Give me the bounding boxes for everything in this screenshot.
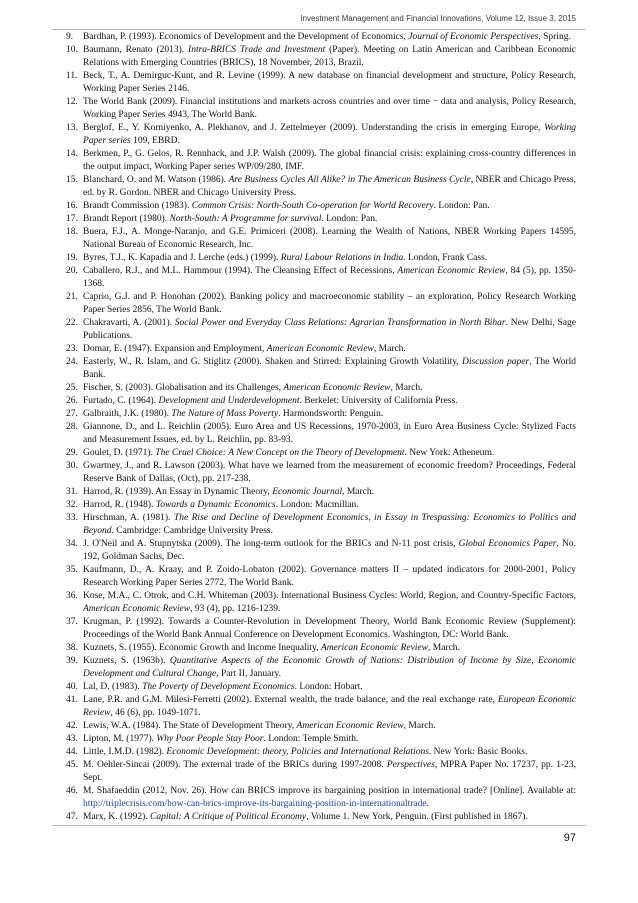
reference-item: [66, 226, 576, 252]
reference-text: Buera, F.J., A. Monge-Naranjo, and G.E. Primiceri (2008). Learning the Wealth of Nations, NBER Working Papers 14595, National Bureau of Economic Research, Inc.: [83, 227, 576, 250]
running-header: Investment Management and Financial Innovations, Volume 12, Issue 3, 2015: [300, 14, 576, 23]
reference-item: [66, 122, 576, 148]
reference-number: 34.: [66, 539, 78, 549]
reference-text: Giannone, D., and L. Reichlin (2005). Euro Area and US Recessions, 1970-2003, in Euro Area Business Cycle: Stylized Facts and Measurement Issues, ed. by L. Reichlin, pp. 83-93.: [83, 422, 576, 445]
reference-text: , March.: [403, 721, 436, 731]
reference-number: 23.: [66, 344, 78, 354]
reference-text: . London, Frank Cass.: [403, 253, 488, 263]
reference-text: . London: Pan.: [433, 201, 490, 211]
reference-title: The Poverty of Development Economics: [142, 682, 295, 692]
reference-item: [66, 408, 576, 421]
reference-title: European Economic Review: [83, 695, 576, 718]
reference-text: , No. 192, Goldman Sachs, Dec.: [83, 539, 576, 562]
reference-title: Economic Development: theory, Policies and International Relations: [166, 747, 429, 757]
reference-text: Easterly, W., R. Islam, and G. Stiglitz (2000). Shaken and Stirred: Explaining Growth Volatility,: [83, 357, 463, 367]
reference-number: 38.: [66, 643, 78, 653]
reference-text: Kuznets, S. (1963b).: [83, 656, 170, 666]
reference-number: 9.: [66, 32, 74, 42]
page-number: 97: [563, 832, 576, 844]
reference-number: 46.: [66, 786, 78, 796]
reference-text: , 84 (5), pp. 1350-1368.: [83, 266, 576, 289]
reference-text: Caballero, R.J., and M.L. Hammour (1994). The Cleansing Effect of Recessions,: [83, 266, 398, 276]
reference-text: Lane, P.R. and G.M. Milesi-Ferretti (2002). External wealth, the trade balance, and the real exchange rate,: [83, 695, 498, 705]
reference-text: Lewis, W.A. (1984). The State of Development Theory,: [83, 721, 297, 731]
reference-text: , Part II, January.: [216, 669, 282, 679]
reference-number: 39.: [66, 656, 78, 666]
reference-number: 16.: [66, 201, 78, 211]
reference-number: 47.: [66, 812, 78, 822]
reference-item: [66, 785, 576, 811]
reference-text: Brandt Report (1980).: [83, 214, 170, 224]
reference-item: [66, 96, 576, 122]
reference-number: 30.: [66, 461, 78, 471]
reference-title: Discussion paper: [462, 357, 530, 367]
reference-text: Lipton, M. (1977).: [83, 734, 157, 744]
reference-title: Rural Labour Relations in India: [280, 253, 404, 263]
reference-number: 24.: [66, 357, 78, 367]
reference-item: [66, 642, 576, 655]
reference-title: Towards a Dynamic Economics: [155, 500, 276, 510]
reference-item: [66, 291, 576, 317]
reference-number: 26.: [66, 396, 78, 406]
reference-text: , NBER and Chicago Press, ed. by R. Gordon. NBER and Chicago University Press.: [83, 175, 576, 198]
reference-item: [66, 447, 576, 460]
reference-item: [66, 759, 576, 785]
reference-text: Marx, K. (1992).: [83, 812, 151, 822]
reference-title: The Cruel Choice: A New Concept on the Theory of Development: [155, 448, 405, 458]
reference-number: 45.: [66, 760, 78, 770]
reference-text: Furtado, C. (1964).: [83, 396, 159, 406]
reference-title: Working Paper series: [83, 123, 576, 146]
reference-text: Baumann, Renato (2013).: [83, 45, 189, 55]
reference-item: [66, 382, 576, 395]
reference-text: Goulet, D. (1971).: [83, 448, 156, 458]
reference-text: Galbraith, J.K. (1980).: [83, 409, 172, 419]
reference-title: American Economic Review: [320, 643, 428, 653]
reference-text: , March.: [428, 643, 460, 653]
reference-text: Krugman, P. (1992). Towards a Counter-Revolution in Development Theory, World Bank Economic Review (Supplement): Proceedings of the World Bank Annual Conference on Development Economics. Washington, DC: World Bank.: [83, 617, 576, 640]
reference-link[interactable]: http://triplecrisis.com/how-can-brics-improve-its-bargaining-position-in-internationaltrade: [83, 799, 427, 809]
reference-item: [66, 733, 576, 746]
reference-text: , The World Bank.: [83, 357, 576, 380]
reference-text: , 93 (4), pp. 1216-1239.: [190, 604, 281, 614]
reference-number: 32.: [66, 500, 78, 510]
reference-title: American Economic Review: [83, 604, 191, 614]
reference-item: [66, 681, 576, 694]
reference-text: . New Delhi, Sage Publications.: [83, 318, 576, 341]
reference-text: . London: Temple Smith.: [263, 734, 359, 744]
reference-item: [66, 460, 576, 486]
reference-number: 21.: [66, 292, 78, 302]
reference-number: 31.: [66, 487, 78, 497]
reference-number: 13.: [66, 123, 78, 133]
reference-title: American Economic Review: [296, 721, 404, 731]
reference-item: [66, 317, 576, 343]
reference-title: Development and Underdevelopment: [158, 396, 300, 406]
reference-text: .: [426, 799, 429, 809]
reference-item: [66, 720, 576, 733]
reference-item: [66, 616, 576, 642]
reference-item: [66, 486, 576, 499]
reference-title: Capital: A Critique of Political Economy: [150, 812, 307, 822]
reference-text: . New York: Basic Books.: [428, 747, 528, 757]
reference-text: 109, EBRD.: [130, 136, 180, 146]
reference-text: Fischer, S. (2003). Globalisation and its Challenges,: [83, 383, 284, 393]
reference-item: [66, 148, 576, 174]
reference-item: [66, 200, 576, 213]
reference-item: [66, 174, 576, 200]
reference-title: American Economic Review: [397, 266, 506, 276]
reference-number: 14.: [66, 149, 78, 159]
reference-item: [66, 499, 576, 512]
reference-title: Intra-BRICS Trade and Investment: [188, 45, 326, 55]
reference-item: [66, 746, 576, 759]
reference-item: [66, 421, 576, 447]
reference-number: 18.: [66, 227, 78, 237]
reference-text: . London: Pan.: [321, 214, 378, 224]
reference-text: Domar, E. (1947). Expansion and Employment,: [83, 344, 267, 354]
reference-text: Lal, D. (1983).: [83, 682, 143, 692]
reference-text: , Volume 1. New York, Penguin. (First published in 1867).: [306, 812, 528, 822]
reference-item: [66, 564, 576, 590]
reference-text: Kose, M.A., C. Otrok, and C.H. Whiteman (2003). International Business Cycles: World, Region, and Country-Specific Factors,: [83, 591, 576, 601]
reference-title: Common Crisis: North-South Co-operation for World Recovery: [191, 201, 434, 211]
reference-text: Little, I.M.D. (1982).: [83, 747, 167, 757]
reference-text: (Paper). Meeting on Latin American and Caribbean Economic Relations with Emerging Countries (BRICS), 18 November, 2013, Brazil.: [83, 45, 576, 68]
reference-number: 10.: [66, 45, 78, 55]
reference-title: Journal of Economic Perspectives: [408, 32, 539, 42]
reference-text: Blanchard, O. and M. Watson (1986).: [83, 175, 229, 185]
reference-text: . London: Macmillan.: [275, 500, 359, 510]
reference-number: 17.: [66, 214, 78, 224]
reference-title: American Economic Review: [283, 383, 391, 393]
reference-title: Quantitative Aspects of the Economic Growth of Nations: Distribution of Income by Size, Economic Development and Cultural Change: [83, 656, 576, 679]
reference-number: 28.: [66, 422, 78, 432]
reference-text: J. O'Neil and A. Stupnytska (2009). The long-term outlook for the BRICs and N-11 post crisis,: [83, 539, 459, 549]
reference-title: American Economic Review: [266, 344, 374, 354]
reference-number: 35.: [66, 565, 78, 575]
reference-number: 15.: [66, 175, 78, 185]
reference-text: . New York: Atheneum.: [404, 448, 495, 458]
reference-number: 29.: [66, 448, 78, 458]
reference-title: Perspectives: [386, 760, 435, 770]
footer-rule: [52, 825, 586, 826]
reference-item: [66, 265, 576, 291]
reference-text: , 46 (6), pp. 1049-1071.: [110, 708, 201, 718]
reference-number: 22.: [66, 318, 78, 328]
reference-item: [66, 31, 576, 44]
reference-number: 36.: [66, 591, 78, 601]
reference-title: Social Power and Everyday Class Relations: Agrarian Transformation in North Bihar: [174, 318, 506, 328]
reference-text: Bardhan, P. (1993). Economics of Development and the Development of Economics,: [83, 32, 409, 42]
reference-number: 25.: [66, 383, 78, 393]
reference-number: 40.: [66, 682, 78, 692]
reference-item: [66, 252, 576, 265]
reference-text: Berkmen, P., G. Gelos, R. Rennhack, and J.P. Walsh (2009). The global financial crisis: explaining cross-country differences in the output impact, Working Paper series WP/09/280, IMF.: [83, 149, 576, 172]
reference-text: Harrod, R. (1939). An Essay in Dynamic Theory,: [83, 487, 273, 497]
reference-item: [66, 590, 576, 616]
reference-item: [66, 694, 576, 720]
reference-item: [66, 538, 576, 564]
reference-item: [66, 811, 576, 824]
reference-title: Economic Journal: [272, 487, 343, 497]
reference-title: The Nature of Mass Poverty: [171, 409, 279, 419]
reference-text: , MPRA Paper No. 17237, pp. 1-23, Sept.: [83, 760, 576, 783]
reference-number: 44.: [66, 747, 78, 757]
reference-item: [66, 512, 576, 538]
reference-text: , March.: [342, 487, 375, 497]
reference-text: Beck, T., A. Demirguc-Kunt, and R. Levine (1999). A new database on financial development and structure, Policy Research, Working Paper Series 2146.: [83, 71, 576, 94]
reference-item: [66, 70, 576, 96]
reference-text: The World Bank (2009). Financial institutions and markets across countries and over time − data and analysis, Policy Research, Working Paper Series 4943, The World Bank.: [83, 97, 576, 120]
reference-item: [66, 356, 576, 382]
reference-text: Harrod, R. (1948).: [83, 500, 156, 510]
reference-text: Kaufmann, D., A. Kraay, and P. Zoido-Lobaton (2002). Governance matters II – updated indicators for 2000-2001, Policy Research Working Paper Series 2772, The World Bank.: [83, 565, 576, 588]
reference-text: M. Oehler-Sincai (2009). The external trade of the BRICs during 1997-2008.: [83, 760, 387, 770]
reference-item: [66, 655, 576, 681]
reference-text: . Harmondsworth: Penguin.: [278, 409, 384, 419]
reference-number: 20.: [66, 266, 78, 276]
reference-number: 37.: [66, 617, 78, 627]
reference-text: , March.: [390, 383, 423, 393]
reference-text: . London: Hobart.: [294, 682, 363, 692]
reference-item: [66, 395, 576, 408]
reference-text: M. Shafaeddin (2012, Nov. 26). How can BRICS improve its bargaining position in international trade? [Online]. Available at:: [83, 786, 576, 796]
reference-number: 19.: [66, 253, 78, 263]
reference-number: 33.: [66, 513, 78, 523]
reference-text: Berglof, E., Y. Korniyenko, A. Plekhanov, and J. Zettelmeyer (2009). Understanding the crisis in emerging Europe,: [83, 123, 545, 133]
reference-text: Gwartney, J., and R. Lawson (2003). What have we learned from the measurement of economic freedom? Proceedings, Federal Reserve Bank of Dallas, (Oct), pp. 217-238.: [83, 461, 576, 484]
reference-text: , March.: [373, 344, 406, 354]
reference-text: Brandt Commission (1983).: [83, 201, 192, 211]
reference-item: [66, 44, 576, 70]
reference-number: 11.: [66, 71, 78, 81]
reference-text: , Spring.: [538, 32, 571, 42]
reference-title: North-South: A Programme for survival: [169, 214, 322, 224]
reference-number: 41.: [66, 695, 78, 705]
reference-text: Kuznets, S. (1955). Economic Growth and Income Inequality,: [83, 643, 321, 653]
reference-item: [66, 213, 576, 226]
reference-number: 43.: [66, 734, 78, 744]
reference-list: [66, 31, 576, 824]
reference-title: The Rise and Decline of Development Economics, in Essay in Trespassing: Economics to Politics and Beyond: [83, 513, 576, 536]
reference-item: [66, 343, 576, 356]
reference-title: Are Business Cycles All Alike? in The American Business Cycle: [228, 175, 471, 185]
header-rule: [52, 29, 586, 30]
reference-text: . Cambridge: Cambridge University Press.: [111, 526, 273, 536]
reference-title: Global Economics Paper: [458, 539, 557, 549]
reference-number: 12.: [66, 97, 78, 107]
reference-text: Caprio, G.J. and P. Honohan (2002). Banking policy and macroeconomic stability – an exploration, Policy Research Working Paper Series 2856, The World Bank.: [83, 292, 576, 315]
reference-text: . Berkelet: University of California Press.: [299, 396, 458, 406]
reference-text: Byres, T.J., K. Kapadia and J. Lerche (eds.) (1999).: [83, 253, 281, 263]
reference-text: Chakravarti, A. (2001).: [83, 318, 175, 328]
reference-number: 42.: [66, 721, 78, 731]
reference-title: Why Poor People Stay Poor: [156, 734, 264, 744]
reference-number: 27.: [66, 409, 78, 419]
reference-text: Hirschman, A. (1981).: [83, 513, 174, 523]
